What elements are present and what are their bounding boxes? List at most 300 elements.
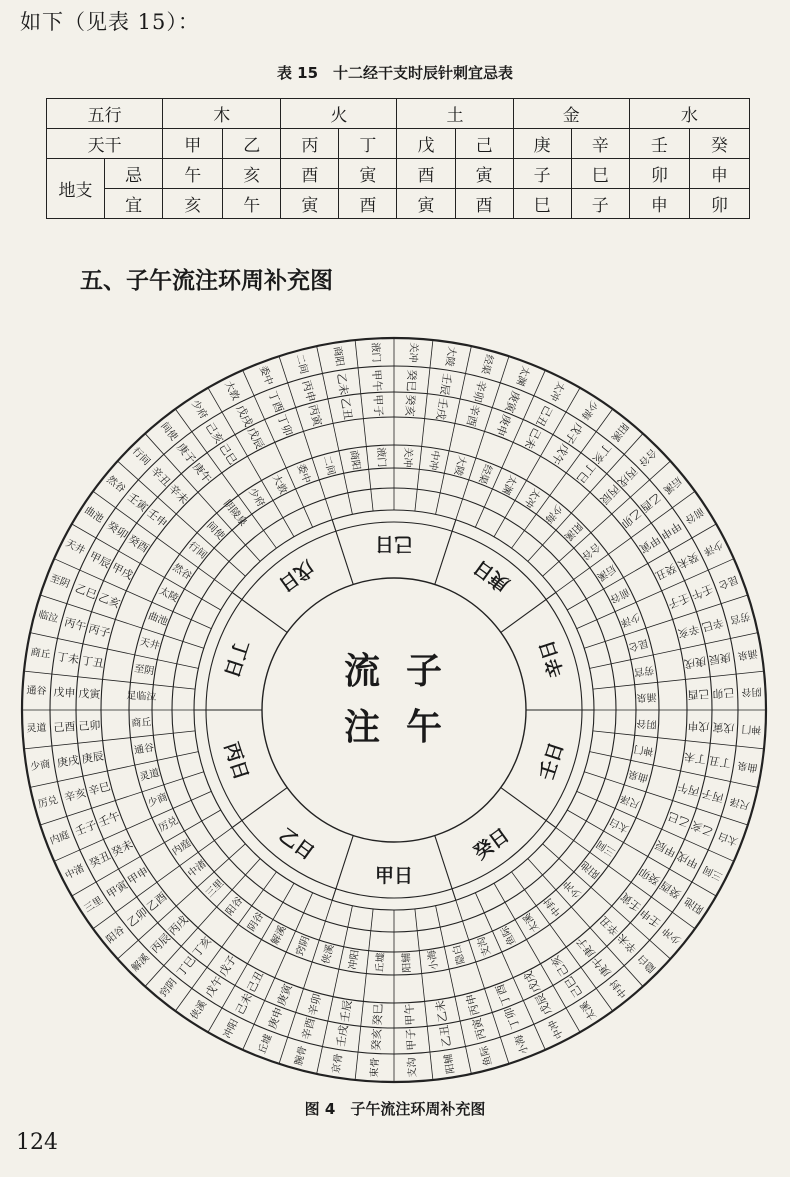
acupoint-inner-label: 昆仑	[627, 636, 650, 653]
acupoint-inner-label: 二间	[320, 454, 337, 477]
acupoint-inner-label: 曲池	[146, 610, 170, 629]
acupoint-outer-label: 丘墟	[256, 1032, 275, 1056]
page-number: 124	[16, 1130, 58, 1155]
acupoint-outer-label: 神门	[741, 722, 762, 735]
ganzhi-inner-label: 辛巳	[87, 779, 112, 799]
ganzhi-outer-label: 壬寅	[124, 490, 151, 515]
ganzhi-outer-label: 辛卯	[470, 378, 489, 404]
acupoint-inner-label: 中冲	[426, 449, 441, 471]
ganzhi-outer-label: 丁丑	[708, 753, 732, 770]
acupoint-outer-label: 厉兑	[37, 794, 60, 811]
acupoint-inner-label: 冲阳	[347, 949, 362, 971]
acupoint-outer-label: 侠溪	[188, 998, 210, 1022]
table-cell: 乙	[223, 129, 281, 159]
table-cell: 寅	[455, 159, 513, 189]
ganzhi-inner-label: 丁丑	[80, 654, 105, 671]
acupoint-inner-label: 液门	[374, 447, 387, 468]
ganzhi-outer-label: 癸丑	[87, 849, 113, 871]
ganzhi-inner-label: 乙卯	[618, 506, 644, 531]
ganzhi-inner-label: 辛未	[165, 481, 191, 507]
acupoint-inner-label: 曲泉	[627, 767, 650, 784]
acupoint-outer-label: 行间	[129, 445, 152, 468]
acupoint-inner-label: 鱼际	[499, 924, 519, 947]
acupoint-outer-label: 支沟	[406, 1057, 419, 1078]
acupoint-outer-label: 中渚	[63, 863, 87, 882]
ganzhi-inner-label: 丁酉	[493, 982, 514, 1008]
ganzhi-outer-label: 戊辰	[533, 991, 555, 1017]
intro-text: 如下（见表 15）：	[20, 10, 200, 34]
ganzhi-outer-label: 辛亥	[62, 786, 88, 805]
ganzhi-inner-label: 丙午	[676, 779, 701, 799]
acupoint-inner-label: 间使	[204, 520, 227, 543]
ganzhi-inner-label: 壬午	[96, 809, 122, 830]
acupoint-outer-label: 曲池	[82, 504, 106, 526]
acupoint-outer-label: 小海	[513, 1032, 532, 1056]
acupoint-inner-label: 中封	[542, 895, 564, 918]
table-cell: 卯	[689, 189, 749, 219]
ganzhi-outer-label: 庚辰	[708, 650, 732, 667]
ganzhi-inner-label: 癸酉	[125, 532, 151, 556]
acupoint-outer-label: 少冲	[660, 924, 684, 946]
spoke-line	[556, 491, 695, 592]
ganzhi-outer-label: 甲申	[657, 518, 684, 542]
ganzhi-outer-label: 己未	[233, 991, 255, 1017]
acupoint-outer-label: 内庭	[48, 829, 72, 848]
ganzhi-inner-label: 甲子	[370, 394, 386, 417]
acupoint-inner-label: 解溪	[269, 924, 289, 947]
acupoint-inner-label: 大敦	[269, 473, 289, 496]
acupoint-outer-label: 合谷	[636, 445, 659, 468]
ganzhi-outer-label: 丁亥	[589, 440, 614, 467]
ganzhi-outer-label: 癸亥	[369, 1028, 384, 1051]
ganzhi-inner-label: 戊午	[548, 441, 572, 467]
ganzhi-outer-label: 乙未	[334, 372, 351, 396]
spoke-line	[543, 844, 671, 959]
ganzhi-outer-label: 丙辰	[148, 930, 174, 956]
acupoint-inner-label: 太渊	[499, 473, 519, 496]
acupoint-outer-label: 窍阴	[158, 976, 180, 1000]
acupoint-outer-label: 临泣	[37, 609, 60, 626]
ganzhi-inner-label: 辛丑	[597, 913, 623, 939]
acupoint-inner-label: 后溪	[594, 562, 618, 583]
table-cell: 申	[629, 189, 689, 219]
ganzhi-inner-label: 己未	[521, 425, 544, 451]
ganzhi-outer-label: 戊午	[202, 973, 226, 1000]
ganzhi-outer-label: 戊申	[53, 685, 76, 700]
acupoint-inner-label: 尺泽	[618, 791, 642, 810]
ganzhi-inner-label: 丁巳	[573, 460, 598, 486]
spoke-line	[415, 340, 433, 511]
ganzhi-inner-label: 癸卯	[637, 864, 663, 888]
center-char: 子	[405, 651, 443, 692]
acupoint-inner-label: 足临泣	[126, 690, 157, 704]
ganzhi-inner-label: 辛酉	[463, 403, 483, 428]
ganzhi-inner-label: 庚戌	[683, 654, 708, 671]
ganzhi-outer-label: 己丑	[533, 403, 555, 429]
ganzhi-inner-label: 己卯	[78, 718, 101, 734]
spoke-line	[528, 859, 643, 987]
acupoint-outer-label: 三间	[701, 863, 725, 882]
table-cell: 午	[223, 189, 281, 219]
day-divider	[232, 788, 287, 828]
yi-label: 宜	[105, 189, 163, 219]
table-row-wuxing	[47, 99, 750, 129]
table-row-yi	[47, 189, 750, 219]
ganzhi-outer-label: 辛丑	[148, 464, 174, 490]
table-cell: 癸	[689, 129, 749, 159]
ganzhi-inner-label: 庚午	[190, 460, 215, 486]
ganzhi-outer-label: 庚申	[265, 1005, 286, 1031]
ganzhi-outer-label: 戊寅	[712, 720, 735, 735]
ganzhi-inner-label: 丙戌	[165, 913, 191, 939]
ganzhi-inner-label: 壬子	[666, 590, 692, 611]
wheel-day-labels	[220, 533, 568, 887]
acupoint-inner-label: 至阴	[133, 663, 155, 678]
ganzhi-outer-label: 辛酉	[299, 1016, 318, 1042]
acupoint-inner-label: 太陵	[157, 585, 180, 605]
ganzhi-outer-label: 丙寅	[470, 1016, 489, 1042]
acupoint-inner-label: 少冲	[561, 877, 584, 900]
acupoint-outer-label: 昆仑	[716, 572, 740, 591]
acupoint-inner-label: 然谷	[170, 562, 194, 583]
acupoint-outer-label: 中封	[608, 976, 630, 1000]
ganzhi-outer-label: 己酉	[53, 720, 76, 735]
acupoint-inner-label: 少海	[542, 502, 564, 525]
acupoint-outer-label: 阴谷	[741, 685, 762, 698]
acupoint-inner-label: 神门	[633, 742, 655, 757]
spoke-line	[24, 731, 195, 749]
table-cell: 巳	[513, 189, 571, 219]
spoke-line	[355, 909, 373, 1080]
day-label: 己日	[374, 533, 414, 555]
acupoint-inner-label: 少泽	[618, 610, 642, 629]
ganzhi-inner-label: 甲寅	[637, 532, 663, 556]
ji-label: 忌	[105, 159, 163, 189]
ganzhi-inner-label: 壬戌	[433, 396, 450, 421]
acupoint-inner-label: 劳宫	[633, 663, 655, 678]
acupoint-outer-label: 太冲	[547, 379, 566, 403]
table-cell: 壬	[629, 129, 689, 159]
acupoint-inner-label: 太冲	[521, 486, 542, 510]
ganzhi-inner-label: 癸未	[109, 837, 135, 860]
acupoint-inner-label: 通谷	[133, 742, 155, 757]
acupoint-outer-label: 阳辅	[443, 1052, 458, 1075]
table-cell: 丁	[339, 129, 397, 159]
acupoint-outer-label: 腕骨	[293, 1044, 310, 1067]
ganzhi-outer-label: 癸卯	[104, 518, 131, 542]
ganzhi-outer-label: 丁巳	[174, 953, 199, 980]
ganzhi-outer-label: 庚戌	[56, 753, 80, 770]
ganzhi-outer-label: 乙巳	[73, 581, 99, 602]
dizhi-label: 地支	[47, 159, 105, 219]
acupoint-inner-label: 前谷	[608, 585, 631, 605]
ganzhi-outer-label: 甲午	[369, 369, 384, 392]
acupoint-inner-label: 大陵	[451, 454, 468, 477]
acupoint-outer-label: 阳溪	[608, 420, 630, 444]
acupoint-inner-label: 少商	[146, 791, 170, 810]
center-text	[344, 651, 442, 748]
table-cell: 金	[513, 99, 629, 129]
ganzhi-inner-label: 丙辰	[597, 481, 623, 507]
ganzhi-inner-label: 壬寅	[618, 889, 644, 914]
table-cell: 寅	[281, 189, 339, 219]
day-label: 丁日	[219, 637, 253, 681]
day-divider	[501, 592, 556, 632]
ganzhi-inner-label: 己丑	[244, 969, 267, 995]
day-divider	[501, 788, 556, 828]
acupoint-outer-label: 前谷	[682, 504, 706, 526]
ganzhi-inner-label: 甲午	[402, 1003, 418, 1026]
spoke-line	[145, 859, 260, 987]
ganzhi-inner-label: 癸丑	[653, 560, 679, 583]
acupoint-outer-label: 解溪	[129, 952, 152, 975]
ganzhi-outer-label: 丙午	[62, 615, 88, 634]
center-circle	[262, 578, 526, 842]
ganzhi-inner-label: 甲辰	[653, 837, 679, 860]
spoke-line	[593, 671, 764, 689]
acupoint-inner-label: 阳谷	[224, 895, 246, 918]
ganzhi-inner-label: 己巳	[216, 441, 240, 467]
spoke-line	[24, 671, 195, 689]
table-cell: 寅	[339, 159, 397, 189]
ganzhi-inner-label: 庚子	[573, 934, 598, 960]
ganzhi-outer-label: 壬戌	[334, 1024, 351, 1048]
ganzhi-outer-label: 壬辰	[437, 372, 454, 396]
ganzhi-inner-label: 戊申	[687, 718, 710, 734]
acupoint-inner-label: 商丘	[131, 717, 152, 730]
ganzhi-inner-label: 戊戌	[521, 969, 544, 995]
acupoint-inner-label: 阴谷	[246, 910, 267, 934]
table-cell: 辛	[571, 129, 629, 159]
acupoint-inner-label: 阴谷	[636, 717, 657, 730]
ganzhi-inner-label: 辛亥	[676, 621, 701, 641]
acupoint-inner-label: 阳辅	[401, 952, 414, 973]
acupoint-outer-label: 大陵	[443, 345, 458, 368]
ganzhi-outer-label: 己亥	[202, 420, 226, 447]
spoke-line	[118, 461, 246, 576]
acupoint-outer-label: 委中	[256, 364, 275, 388]
ganzhi-inner-label: 庚辰	[80, 749, 105, 766]
table-cell: 戊	[397, 129, 455, 159]
center-char: 流	[343, 651, 381, 692]
acupoint-outer-label: 少商	[29, 759, 52, 774]
acupoint-inner-label: 商阳	[347, 449, 362, 471]
ganzhi-inner-label: 丁亥	[190, 934, 215, 960]
acupoint-outer-label: 经渠	[478, 353, 495, 376]
acupoint-inner-label: 灵道	[138, 767, 161, 784]
day-divider	[232, 592, 287, 632]
table-cell: 巳	[571, 159, 629, 189]
table-cell: 子	[513, 159, 571, 189]
ganzhi-inner-label: 甲申	[125, 864, 151, 888]
spoke-line	[355, 340, 373, 511]
acupoint-inner-label: 涌泉	[636, 690, 657, 703]
day-label: 辛日	[535, 637, 569, 681]
ganzhi-outer-label: 庚寅	[502, 389, 523, 415]
acupoint-inner-label: 内庭	[170, 837, 194, 858]
table-cell: 丙	[281, 129, 339, 159]
table-cell: 寅	[397, 189, 455, 219]
acupoint-outer-label: 天井	[63, 538, 87, 557]
acupoint-outer-label: 涌泉	[736, 646, 759, 661]
day-label: 戊日	[274, 555, 319, 596]
acupoint-outer-label: 太渊	[513, 364, 532, 388]
acupoint-inner-label: 少府	[246, 486, 267, 510]
ganzhi-inner-label: 乙未	[433, 999, 450, 1024]
ganzhi-inner-label: 癸巳	[370, 1003, 386, 1026]
ganzhi-outer-label: 乙酉	[637, 490, 664, 515]
acupoint-outer-label: 鱼际	[478, 1044, 495, 1067]
ganzhi-inner-label: 丙子	[87, 621, 112, 641]
ganzhi-inner-label: 乙巳	[666, 809, 692, 830]
spoke-line	[118, 844, 246, 959]
acupoint-inner-label: 太白	[608, 815, 631, 835]
ganzhi-outer-label: 辛巳	[700, 615, 726, 634]
ganzhi-outer-label: 丙子	[700, 786, 726, 805]
figure-caption: 图 4 子午流注环周补充图	[304, 1100, 486, 1118]
acupoint-outer-label: 尺泽	[728, 794, 751, 811]
ganzhi-outer-label: 乙丑	[437, 1024, 454, 1048]
table-caption: 表 15 十二经干支时辰针刺宜忌表	[276, 64, 514, 82]
ganzhi-inner-label: 甲戌	[109, 560, 135, 583]
ganzhi-outer-label: 庚午	[589, 953, 614, 980]
acupoint-outer-label: 中冲	[547, 1017, 566, 1041]
acupoint-outer-label: 太溪	[578, 998, 600, 1022]
acupoint-inner-label: 支沟	[475, 934, 494, 958]
ganzhi-inner-label: 丙寅	[305, 403, 325, 428]
table-cell: 己	[455, 129, 513, 159]
acupoint-outer-label: 阳池	[682, 894, 706, 916]
ganzhi-inner-label: 戊寅	[78, 686, 101, 702]
acupoint-outer-label: 曲泉	[736, 759, 759, 774]
ganzhi-outer-label: 甲子	[404, 1028, 419, 1051]
acupoint-inner-label: 委中	[294, 462, 313, 486]
spoke-line	[175, 409, 276, 548]
acupoint-outer-label: 隐白	[636, 952, 659, 975]
ganzhi-outer-label: 甲戌	[675, 849, 701, 871]
spoke-line	[145, 434, 260, 562]
acupoint-inner-label: 阳溪	[561, 520, 584, 543]
acupoint-outer-label: 阳谷	[104, 924, 128, 946]
ganzhi-outer-label: 乙卯	[124, 905, 151, 930]
day-label: 癸日	[469, 824, 514, 865]
acupoint-outer-label: 少府	[188, 398, 210, 422]
ganzhi-outer-label: 戊子	[562, 420, 586, 447]
acupoint-outer-label: 少海	[578, 398, 600, 422]
table-cell: 子	[571, 189, 629, 219]
ganzhi-inner-label: 戊子	[216, 953, 240, 979]
ganzhi-inner-label: 乙亥	[96, 590, 122, 611]
ganzhi-outer-label: 丁卯	[502, 1005, 523, 1031]
ganzhi-outer-label: 戊戌	[233, 403, 255, 429]
acupoint-outer-label: 至阴	[48, 572, 72, 591]
ganzhi-inner-label: 壬辰	[338, 999, 355, 1024]
ganzhi-outer-label: 壬申	[637, 905, 664, 930]
ganzhi-inner-label: 己亥	[548, 953, 572, 979]
ganzhi-outer-label: 甲寅	[104, 878, 131, 902]
ganzhi-outer-label: 癸未	[675, 549, 701, 571]
acupoint-inner-label: 隐白	[451, 943, 468, 966]
ganzhi-inner-label: 丙申	[463, 992, 483, 1017]
acupoint-inner-label: 厉兑	[157, 815, 180, 835]
acupoint-outer-label: 少泽	[701, 538, 725, 557]
spoke-line	[175, 872, 276, 1011]
acupoint-inner-label: 中渚	[186, 858, 209, 880]
acupoint-outer-label: 灵道	[26, 722, 47, 735]
table-cell: 申	[689, 159, 749, 189]
ganzhi-outer-label: 庚子	[174, 440, 199, 467]
ganzhi-outer-label: 壬子	[73, 818, 99, 839]
center-char: 注	[343, 707, 381, 748]
acupoint-inner-label: 侠溪	[320, 943, 337, 966]
table-cell: 午	[163, 159, 223, 189]
ganzhi-outer-label: 癸巳	[404, 369, 419, 392]
acupoint-outer-label: 三里	[82, 894, 106, 916]
ganzhi-outer-label: 甲辰	[87, 549, 113, 571]
ganzhi-inner-label: 己酉	[687, 686, 710, 702]
ganzhi-outer-label: 乙亥	[689, 818, 715, 839]
table-cell: 酉	[339, 189, 397, 219]
ganzhi-outer-label: 丙申	[299, 378, 318, 404]
day-label: 甲日	[374, 865, 414, 887]
spoke-line	[512, 872, 613, 1011]
ganzhi-inner-label: 癸亥	[402, 394, 418, 417]
acupoint-inner-label: 合谷	[579, 540, 602, 562]
spoke-line	[512, 409, 613, 548]
ganzhi-inner-label: 庚寅	[274, 982, 295, 1008]
ganzhi-outer-label: 癸酉	[657, 878, 684, 902]
acupoint-inner-label: 行间	[186, 540, 209, 562]
acupoint-outer-label: 太白	[716, 829, 740, 848]
acupoint-outer-label: 商阳	[330, 345, 345, 368]
table-row-ji	[47, 159, 750, 189]
table-cell: 甲	[163, 129, 223, 159]
acupoint-outer-label: 间使	[158, 420, 180, 444]
spoke-line	[415, 909, 433, 1080]
acupoint-inner-label: 窍阴	[294, 934, 313, 958]
spoke-line	[93, 491, 232, 592]
day-label: 乙日	[274, 824, 319, 865]
table-cell: 水	[629, 99, 749, 129]
table-row-tiangan	[47, 129, 750, 159]
table-cell: 庚	[513, 129, 571, 159]
acupoint-outer-label: 束骨	[369, 1057, 382, 1078]
ganzhi-outer-label: 丁酉	[265, 389, 286, 415]
day-label: 丙日	[219, 739, 253, 783]
acupuncture-timing-table	[46, 98, 750, 219]
table-cell: 酉	[281, 159, 339, 189]
acupoint-inner-label: 阳池	[579, 858, 602, 880]
table-cell: 酉	[397, 159, 455, 189]
acupoint-outer-label: 大敦	[222, 379, 241, 403]
table-cell: 亥	[223, 159, 281, 189]
wuxing-label: 五行	[47, 99, 163, 129]
acupoint-inner-label: 太溪	[521, 910, 542, 934]
ganzhi-inner-label: 辛卯	[305, 992, 325, 1017]
acupoint-outer-label: 冲阳	[222, 1017, 241, 1041]
acupoint-inner-label: 经渠	[475, 462, 494, 486]
acupoint-outer-label: 劳宫	[728, 609, 751, 626]
day-label: 壬日	[535, 739, 569, 783]
ganzhi-outer-label: 己巳	[562, 973, 586, 1000]
ganzhi-inner-label: 庚申	[493, 412, 514, 438]
ganzhi-inner-label: 丁未	[683, 749, 708, 766]
ganzhi-outer-label: 壬午	[689, 581, 715, 602]
day-label: 庚日	[469, 555, 514, 596]
table-cell: 酉	[455, 189, 513, 219]
acupoint-outer-label: 商丘	[29, 646, 52, 661]
table-cell: 卯	[629, 159, 689, 189]
